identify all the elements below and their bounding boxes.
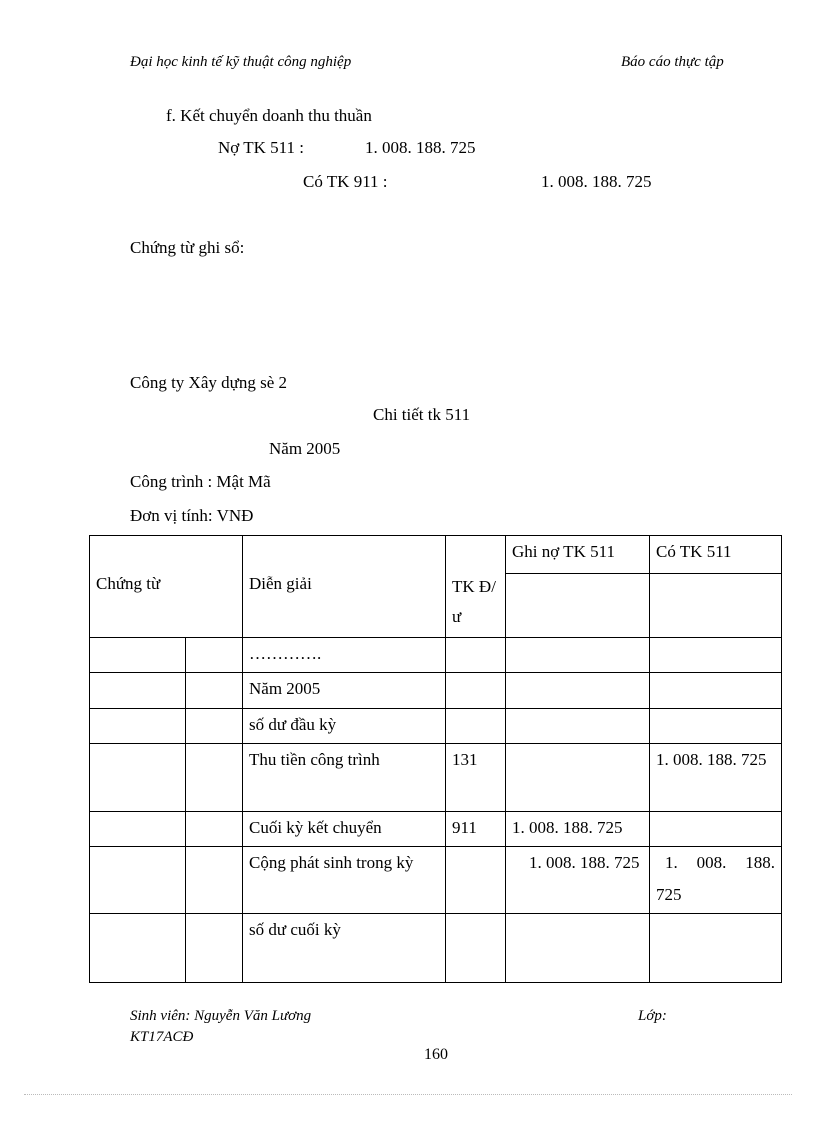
row-credit: 1. 008. 188. 725 xyxy=(650,744,782,812)
header-voucher: Chứng từ xyxy=(90,536,243,638)
footer-class-label: Lớp: xyxy=(638,1008,667,1024)
row-credit: 1. 008. 188. 725 xyxy=(650,847,782,914)
header-description: Diễn giải xyxy=(243,536,446,638)
row-description: Năm 2005 xyxy=(243,673,446,709)
header-credit: Có TK 511 xyxy=(650,536,782,574)
row-credit xyxy=(650,812,782,847)
entry-title: f. Kết chuyển doanh thu thuần xyxy=(166,106,372,125)
row-account xyxy=(446,847,506,914)
table-row xyxy=(90,812,782,847)
row-account: 131 xyxy=(446,744,506,812)
table-row xyxy=(90,744,782,812)
header-left: Đại học kinh tế kỹ thuật công nghiệp xyxy=(130,54,352,70)
company-name: Công ty Xây dựng sè 2 xyxy=(130,373,288,392)
row-description: Cộng phát sinh trong kỳ xyxy=(243,847,446,914)
row-account: 911 xyxy=(446,812,506,847)
header-credit-sub xyxy=(650,574,782,638)
row-description: số dư đầu kỳ xyxy=(243,709,446,744)
ledger-table xyxy=(89,535,782,983)
row-debit: 1. 008. 188. 725 xyxy=(506,812,650,847)
header-right: Báo cáo thực tập xyxy=(621,54,724,70)
credit-label: Có TK 911 : xyxy=(303,172,388,191)
voucher-heading: Chứng từ ghi sổ: xyxy=(130,238,245,257)
year-line: Năm 2005 xyxy=(269,439,341,458)
credit-amount: 1. 008. 188. 725 xyxy=(541,172,652,191)
footer-class-code: KT17ACĐ xyxy=(130,1029,194,1045)
unit-line: Đơn vị tính: VNĐ xyxy=(130,506,254,525)
row-description: số dư cuối kỳ xyxy=(243,914,446,983)
detail-title: Chi tiết tk 511 xyxy=(373,405,471,424)
table-row xyxy=(90,638,782,673)
project-line: Công trình : Mật Mã xyxy=(130,472,271,491)
debit-amount: 1. 008. 188. 725 xyxy=(365,138,476,157)
debit-label: Nợ TK 511 : xyxy=(218,138,304,157)
footer-student: Sinh viên: Nguyễn Văn Lương xyxy=(130,1008,312,1024)
table-row xyxy=(90,847,782,914)
table-row xyxy=(90,673,782,709)
row-description: Thu tiền công trình xyxy=(243,744,446,812)
table-row xyxy=(90,914,782,983)
page-number: 160 xyxy=(424,1046,448,1063)
header-debit: Ghi nợ TK 511 xyxy=(506,536,650,574)
page-bottom-rule xyxy=(24,1094,792,1095)
row-debit xyxy=(506,744,650,812)
table-row xyxy=(90,709,782,744)
header-account: TK Đ/ ư xyxy=(446,536,506,638)
header-debit-sub xyxy=(506,574,650,638)
row-debit: 1. 008. 188. 725 xyxy=(506,847,650,914)
row-description: Cuối kỳ kết chuyển xyxy=(243,812,446,847)
row-description: …………. xyxy=(243,638,446,673)
